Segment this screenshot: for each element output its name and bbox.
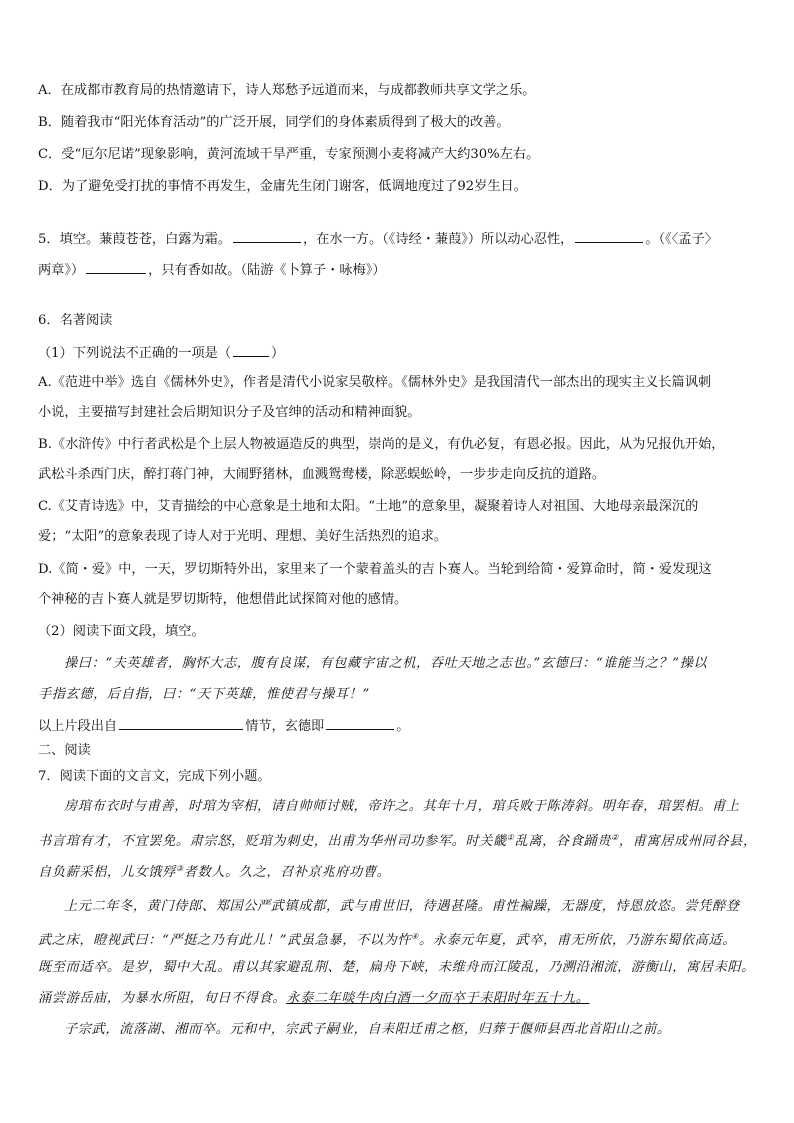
q7-para1-line-2 [38,829,757,851]
q4-option-b: B．随着我市“阳光体育活动”的广泛开展，同学们的身体素质得到了极大的改善。 [38,115,510,130]
q7-text: 涌尝游岳庙，为暴水所阻，旬日不得食。 [38,991,287,1006]
q7-text: 者数人。久之，召补京兆府功曹。 [183,865,391,880]
q7-para1-line-3 [38,860,390,882]
q7-para1-line-1: 房琯布衣时与甫善，时琯为宰相，请自帅师讨贼，帝许之。其年十月，琯兵败于陈涛斜。明年春，琯罢相。甫上 [64,799,740,814]
q7-para2-line-3: 既至而适卒。是岁，蜀中大乱。甫以其家避乱荆、楚，扁舟下峡，未维舟而江陵乱，乃溯沿湘流，游衡山，寓居耒阳。 [38,960,755,975]
q7-title: 7．阅读下面的文言文，完成下列小题。 [38,769,271,784]
q7-text: 书言琯有才，不宜罢免。肃宗怒，贬琯为刺史，出甫为华州司功参军。时关畿 [38,834,507,849]
q7-para2-line-2 [38,928,736,950]
q7-text: ，甫寓居成州同谷县， [618,834,757,849]
q7-para2-line-1: 上元二年冬，黄门侍郎、郑国公严武镇成都，武与甫世旧，待遇甚隆。甫性褊躁，无器度，恃恩放恣。尝凭醉登 [64,899,740,914]
footnote-marker-3: ③ [175,864,184,873]
q7-text: 武之床，瞪视武曰：“严挺之乃有此儿！”武虽急暴，不以为忤 [38,933,412,948]
q5-text-3: 。（《〈孟子〉 [645,232,718,247]
q6-option-b-line-2: 武松斗杀西门庆，醉打蒋门神，大闹野猪林，血溅鸳鸯楼，除恶蜈蚣岭，一步步走向反抗的道路。 [38,467,606,482]
q6-sub1-text: （1）下列说法不正确的一项是（ [38,346,232,361]
q6-option-d-line-2: 个神秘的吉卜赛人就是罗切斯特，他想借此试探简对他的感情。 [38,592,408,607]
q7-para3: 子宗武，流落湖、湘而卒。元和中，宗武子嗣业，自耒阳迁甫之柩，归葬于偃师县西北首阳山之前。 [64,1022,671,1037]
q7-text: 乱离，谷食踊贵 [514,834,612,849]
q6-title: 6．名著阅读 [38,313,113,328]
q6-sub1-answer-blank[interactable] [233,343,269,357]
q7-text: 自负薪采梠，儿女饿殍 [38,865,176,880]
footnote-marker-2: ② [611,833,619,842]
q6-option-a-line-1: A.《范进中举》选自《儒林外史》，作者是清代小说家吴敬梓。《儒林外史》是我国清代一部杰出的现实主义长篇讽刺 [38,375,712,390]
footnote-marker-1: ① [506,833,515,842]
q7-underlined-sentence: 永泰二年啖牛肉白酒一夕而卒于耒阳时年五十九。 [286,991,590,1006]
footnote-marker-4: ④ [411,932,419,941]
q5-text-2: ，在水一方。（《诗经・蒹葭》）所以动心忍性， [303,232,574,247]
q5-blank-2[interactable] [575,229,643,243]
q6-fill [38,716,409,736]
q7-text: 。永泰元年夏，武卒，甫无所依，乃游东蜀依高适。 [418,933,737,948]
q6-sub1 [38,343,284,363]
q5-text-5: ，只有香如故。（陆游《卜算子・咏梅》） [148,263,386,278]
q6-option-d-line-1: D.《简・爱》中，一天，罗切斯特外出，家里来了一个蒙着盖头的吉卜赛人。当轮到给简・爱算命时，简・爱发现这 [38,562,712,577]
q7-para2-line-4 [38,990,590,1008]
q6-option-c-line-2: 爱；“太阳”的意象表现了诗人对于光明、理想、美好生活热烈的追求。 [38,529,448,544]
q5-blank-1[interactable] [233,229,301,243]
q6-sub2: （2）阅读下面文段，填空。 [38,624,205,639]
q4-option-a: A．在成都市教育局的热情邀请下，诗人郑愁予远道而来，与成都教师共享文学之乐。 [38,83,536,98]
q5-line-2 [38,260,386,280]
q6-fill-blank-2[interactable] [326,716,394,730]
q5-text-4: 两章》） [38,263,85,278]
q6-sub1-end: ） [271,346,285,361]
q5-blank-3[interactable] [86,260,146,274]
q5-text-1: 5．填空。蒹葭苍苍，白露为霜。 [38,232,232,247]
q4-option-c: C．受“厄尔尼诺”现象影响，黄河流域干旱严重，专家预测小麦将减产大约30%左右。 [38,147,540,162]
q6-fill-text-1: 以上片段出自 [38,719,118,734]
q5-line-1 [38,229,718,249]
q6-fill-blank-1[interactable] [119,716,243,730]
q4-option-d: D．为了避免受打扰的事情不再发生，金庸先生闭门谢客，低调地度过了92岁生日。 [38,179,527,194]
q6-fill-text-3: 。 [396,719,410,734]
q6-option-b-line-1: B.《水浒传》中行者武松是个上层人物被逼造反的典型，崇尚的是义，有仇必复，有恩必报。因此，从为兄报仇开始， [38,437,725,452]
q6-option-c-line-1: C.《艾青诗选》中，艾青描绘的中心意象是土地和太阳。“土地”的意象里，凝聚着诗人对祖国、大地母亲最深沉的 [38,499,699,514]
q6-option-a-line-2: 小说，主要描写封建社会后期知识分子及官绅的活动和精神面貌。 [38,405,421,420]
q6-fill-text-2: 情节，玄德即 [245,719,325,734]
section-heading: 二、阅读 [38,743,91,758]
q6-quote-line-1: 操曰：“夫英雄者，胸怀大志，腹有良谋，有包藏宇宙之机，吞吐天地之志也。”玄德曰：“谁能当之？”操以 [64,656,708,671]
q6-quote-line-2: 手指玄德，后自指，曰：“天下英雄，惟使君与操耳！” [38,687,370,702]
